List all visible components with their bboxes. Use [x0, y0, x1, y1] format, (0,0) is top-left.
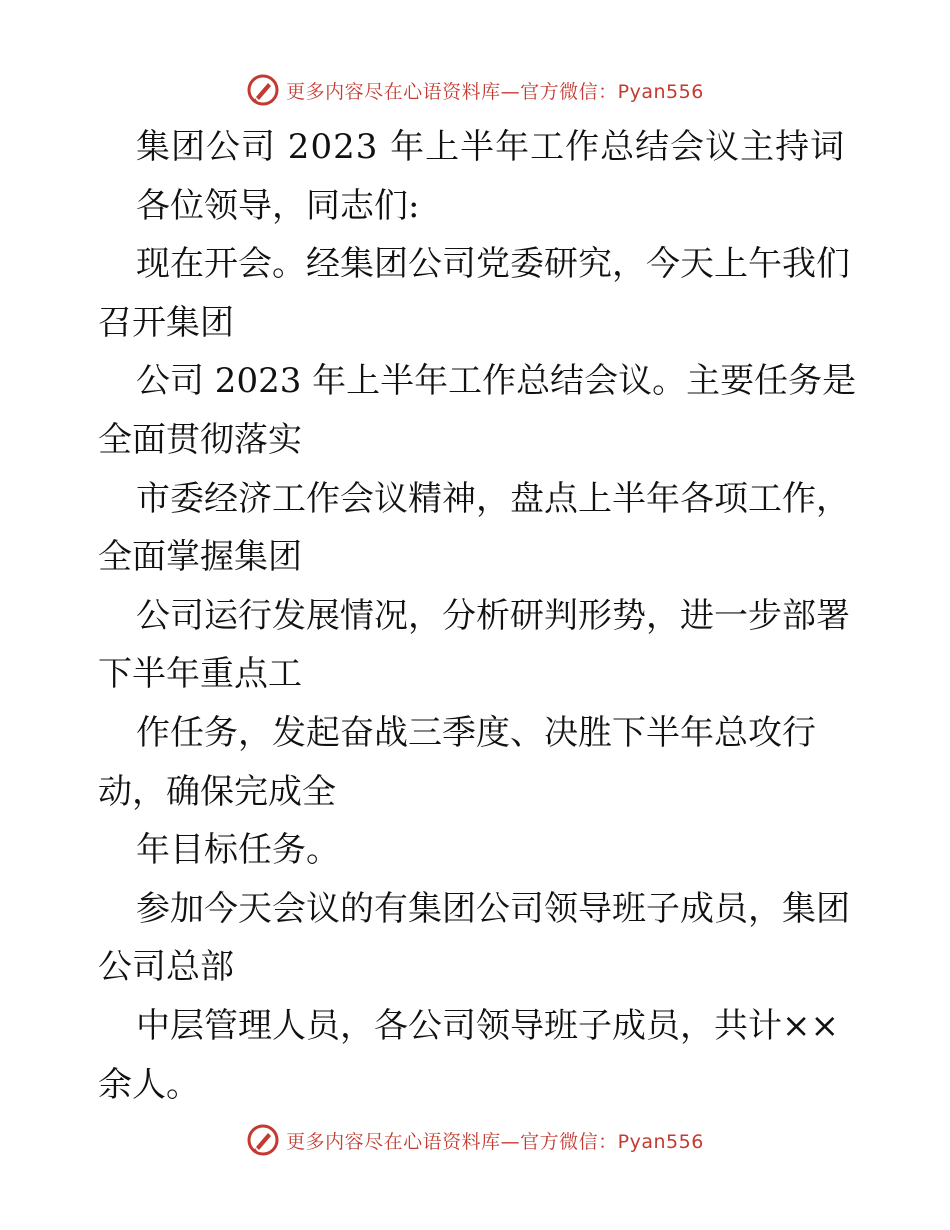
header-banner: [0, 70, 950, 110]
document-line: 全面贯彻落实: [98, 419, 302, 460]
document-line: 动，确保完成全: [98, 771, 336, 812]
document-line: 市委经济工作会议精神，盘点上半年各项工作，: [136, 478, 850, 519]
footer-banner: [0, 1120, 950, 1160]
footer-banner-text: 更多内容尽在心语资料库—官方微信：Pyan556: [286, 1130, 704, 1153]
document-line: 作任务，发起奋战三季度、决胜下半年总攻行: [136, 712, 816, 753]
document-line: 召开集团: [98, 302, 234, 343]
document-line: 公司 2023 年上半年工作总结会议。主要任务是: [136, 361, 857, 402]
pen-logo-icon: [246, 1123, 280, 1157]
document-body: [98, 118, 858, 1114]
document-line: 下半年重点工: [98, 654, 302, 695]
document-line: 余人。: [98, 1064, 200, 1105]
document-line: 公司总部: [98, 947, 234, 988]
document-title: 集团公司 2023 年上半年工作总结会议主持词: [136, 127, 846, 167]
document-line: 公司运行发展情况，分析研判形势，进一步部署: [136, 595, 850, 636]
pen-logo-icon: [246, 73, 280, 107]
document-line: 中层管理人员，各公司领导班子成员，共计××: [136, 1005, 839, 1046]
document-line: 现在开会。经集团公司党委研究，今天上午我们: [136, 244, 850, 285]
document-paragraphs: [98, 177, 858, 1115]
document-line: 参加今天会议的有集团公司领导班子成员，集团: [136, 888, 850, 929]
document-line: 年目标任务。: [136, 830, 340, 871]
document-line: 各位领导，同志们:: [136, 185, 420, 226]
header-banner-text: 更多内容尽在心语资料库—官方微信：Pyan556: [286, 80, 704, 103]
document-line: 全面掌握集团: [98, 537, 302, 578]
